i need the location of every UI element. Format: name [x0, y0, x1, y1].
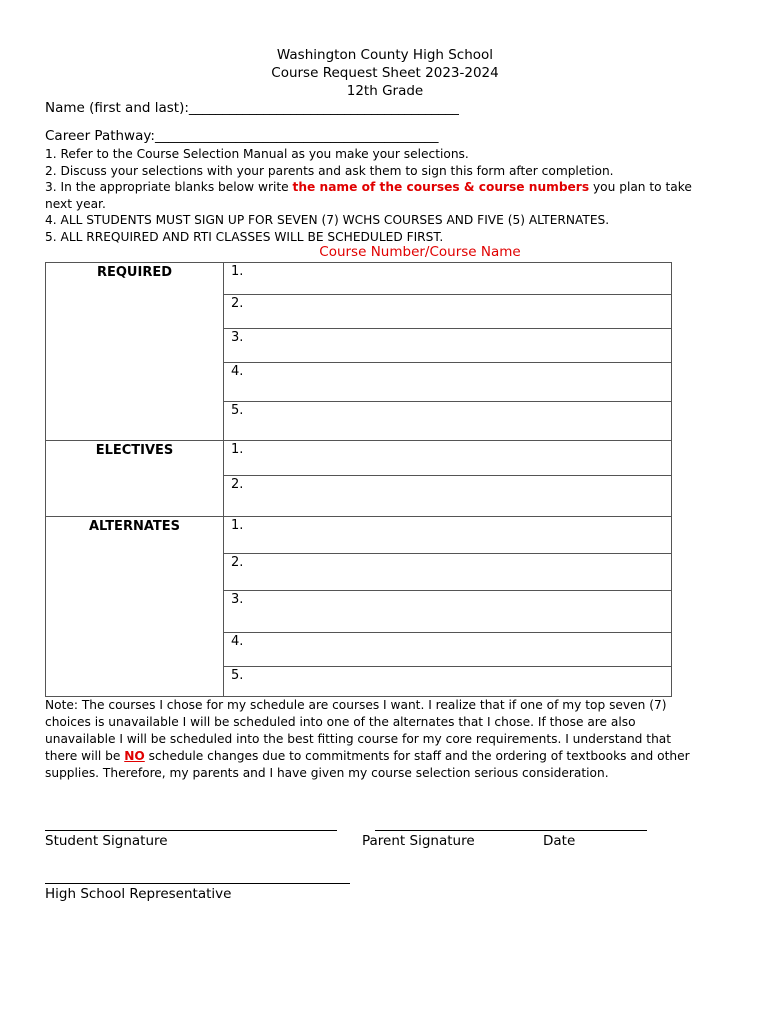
name-label: Name (first and last): — [45, 100, 189, 116]
name-blank[interactable]: ________________________________________ — [188, 100, 459, 116]
school-name: Washington County High School — [276, 47, 494, 63]
instructions — [45, 146, 725, 245]
electives-category: ELECTIVES — [45, 440, 223, 517]
required-row-5[interactable]: 5. — [223, 401, 672, 441]
no-emphasis: NO — [124, 749, 145, 763]
representative-signature-line[interactable] — [45, 883, 350, 884]
pathway-blank[interactable]: __________________________________________ — [154, 128, 439, 144]
pathway-field[interactable] — [45, 128, 438, 144]
required-row-4[interactable]: 4. — [223, 362, 672, 402]
column-title: Course Number/Course Name — [319, 244, 521, 260]
instruction-3-cont: next year. — [45, 196, 106, 211]
parent-signature-label: Parent Signature — [362, 833, 475, 849]
alternate-row-3[interactable]: 3. — [223, 590, 672, 633]
instruction-1: 1. Refer to the Course Selection Manual as you make your selections. — [45, 147, 469, 161]
required-row-2[interactable]: 2. — [223, 294, 672, 329]
parent-signature-line[interactable] — [375, 830, 647, 831]
name-field[interactable] — [45, 100, 459, 116]
instruction-3-emphasis: the name of the courses & course numbers — [292, 180, 590, 194]
alternate-row-2[interactable]: 2. — [223, 553, 672, 591]
form-title: Course Request Sheet 2023-2024 — [271, 65, 499, 81]
representative-label: High School Representative — [45, 886, 232, 902]
student-signature-label: Student Signature — [45, 833, 168, 849]
elective-row-1[interactable]: 1. — [223, 440, 672, 476]
alternate-row-1[interactable]: 1. — [223, 516, 672, 554]
required-row-3[interactable]: 3. — [223, 328, 672, 363]
instruction-4: 4. ALL STUDENTS MUST SIGN UP FOR SEVEN (7) WCHS COURSES AND FIVE (5) ALTERNATES. — [45, 213, 610, 227]
instruction-2: 2. Discuss your selections with your parents and ask them to sign this form after completion. — [45, 163, 614, 178]
alternates-category: ALTERNATES — [45, 516, 223, 697]
pathway-label: Career Pathway: — [45, 128, 155, 144]
instruction-5: 5. ALL RREQUIRED AND RTI CLASSES WILL BE SCHEDULED FIRST. — [45, 229, 444, 244]
note-paragraph: Note: The courses I chose for my schedule are courses I want. I realize that if one of my top seven (7) choices is unavailable I will be scheduled into one of the alternates that I chose. If those are also unavailable I will be scheduled into the best fitting course for my core requirements. I understand that there will be NO schedule changes due to commitments for staff and the ordering of textbooks and other supplies. Therefore, my parents and I have given my course selection serious consideration. — [45, 698, 690, 780]
required-row-1[interactable]: 1. — [223, 262, 672, 295]
instruction-3: 3. In the appropriate blanks below write the name of the courses & course numbers you plan to take — [45, 180, 692, 194]
alternate-row-4[interactable]: 4. — [223, 632, 672, 667]
grade-label: 12th Grade — [346, 83, 424, 99]
date-label: Date — [543, 833, 576, 849]
alternate-row-5[interactable]: 5. — [223, 666, 672, 697]
required-category: REQUIRED — [45, 262, 223, 441]
elective-row-2[interactable]: 2. — [223, 475, 672, 517]
student-signature-line[interactable] — [45, 830, 337, 831]
